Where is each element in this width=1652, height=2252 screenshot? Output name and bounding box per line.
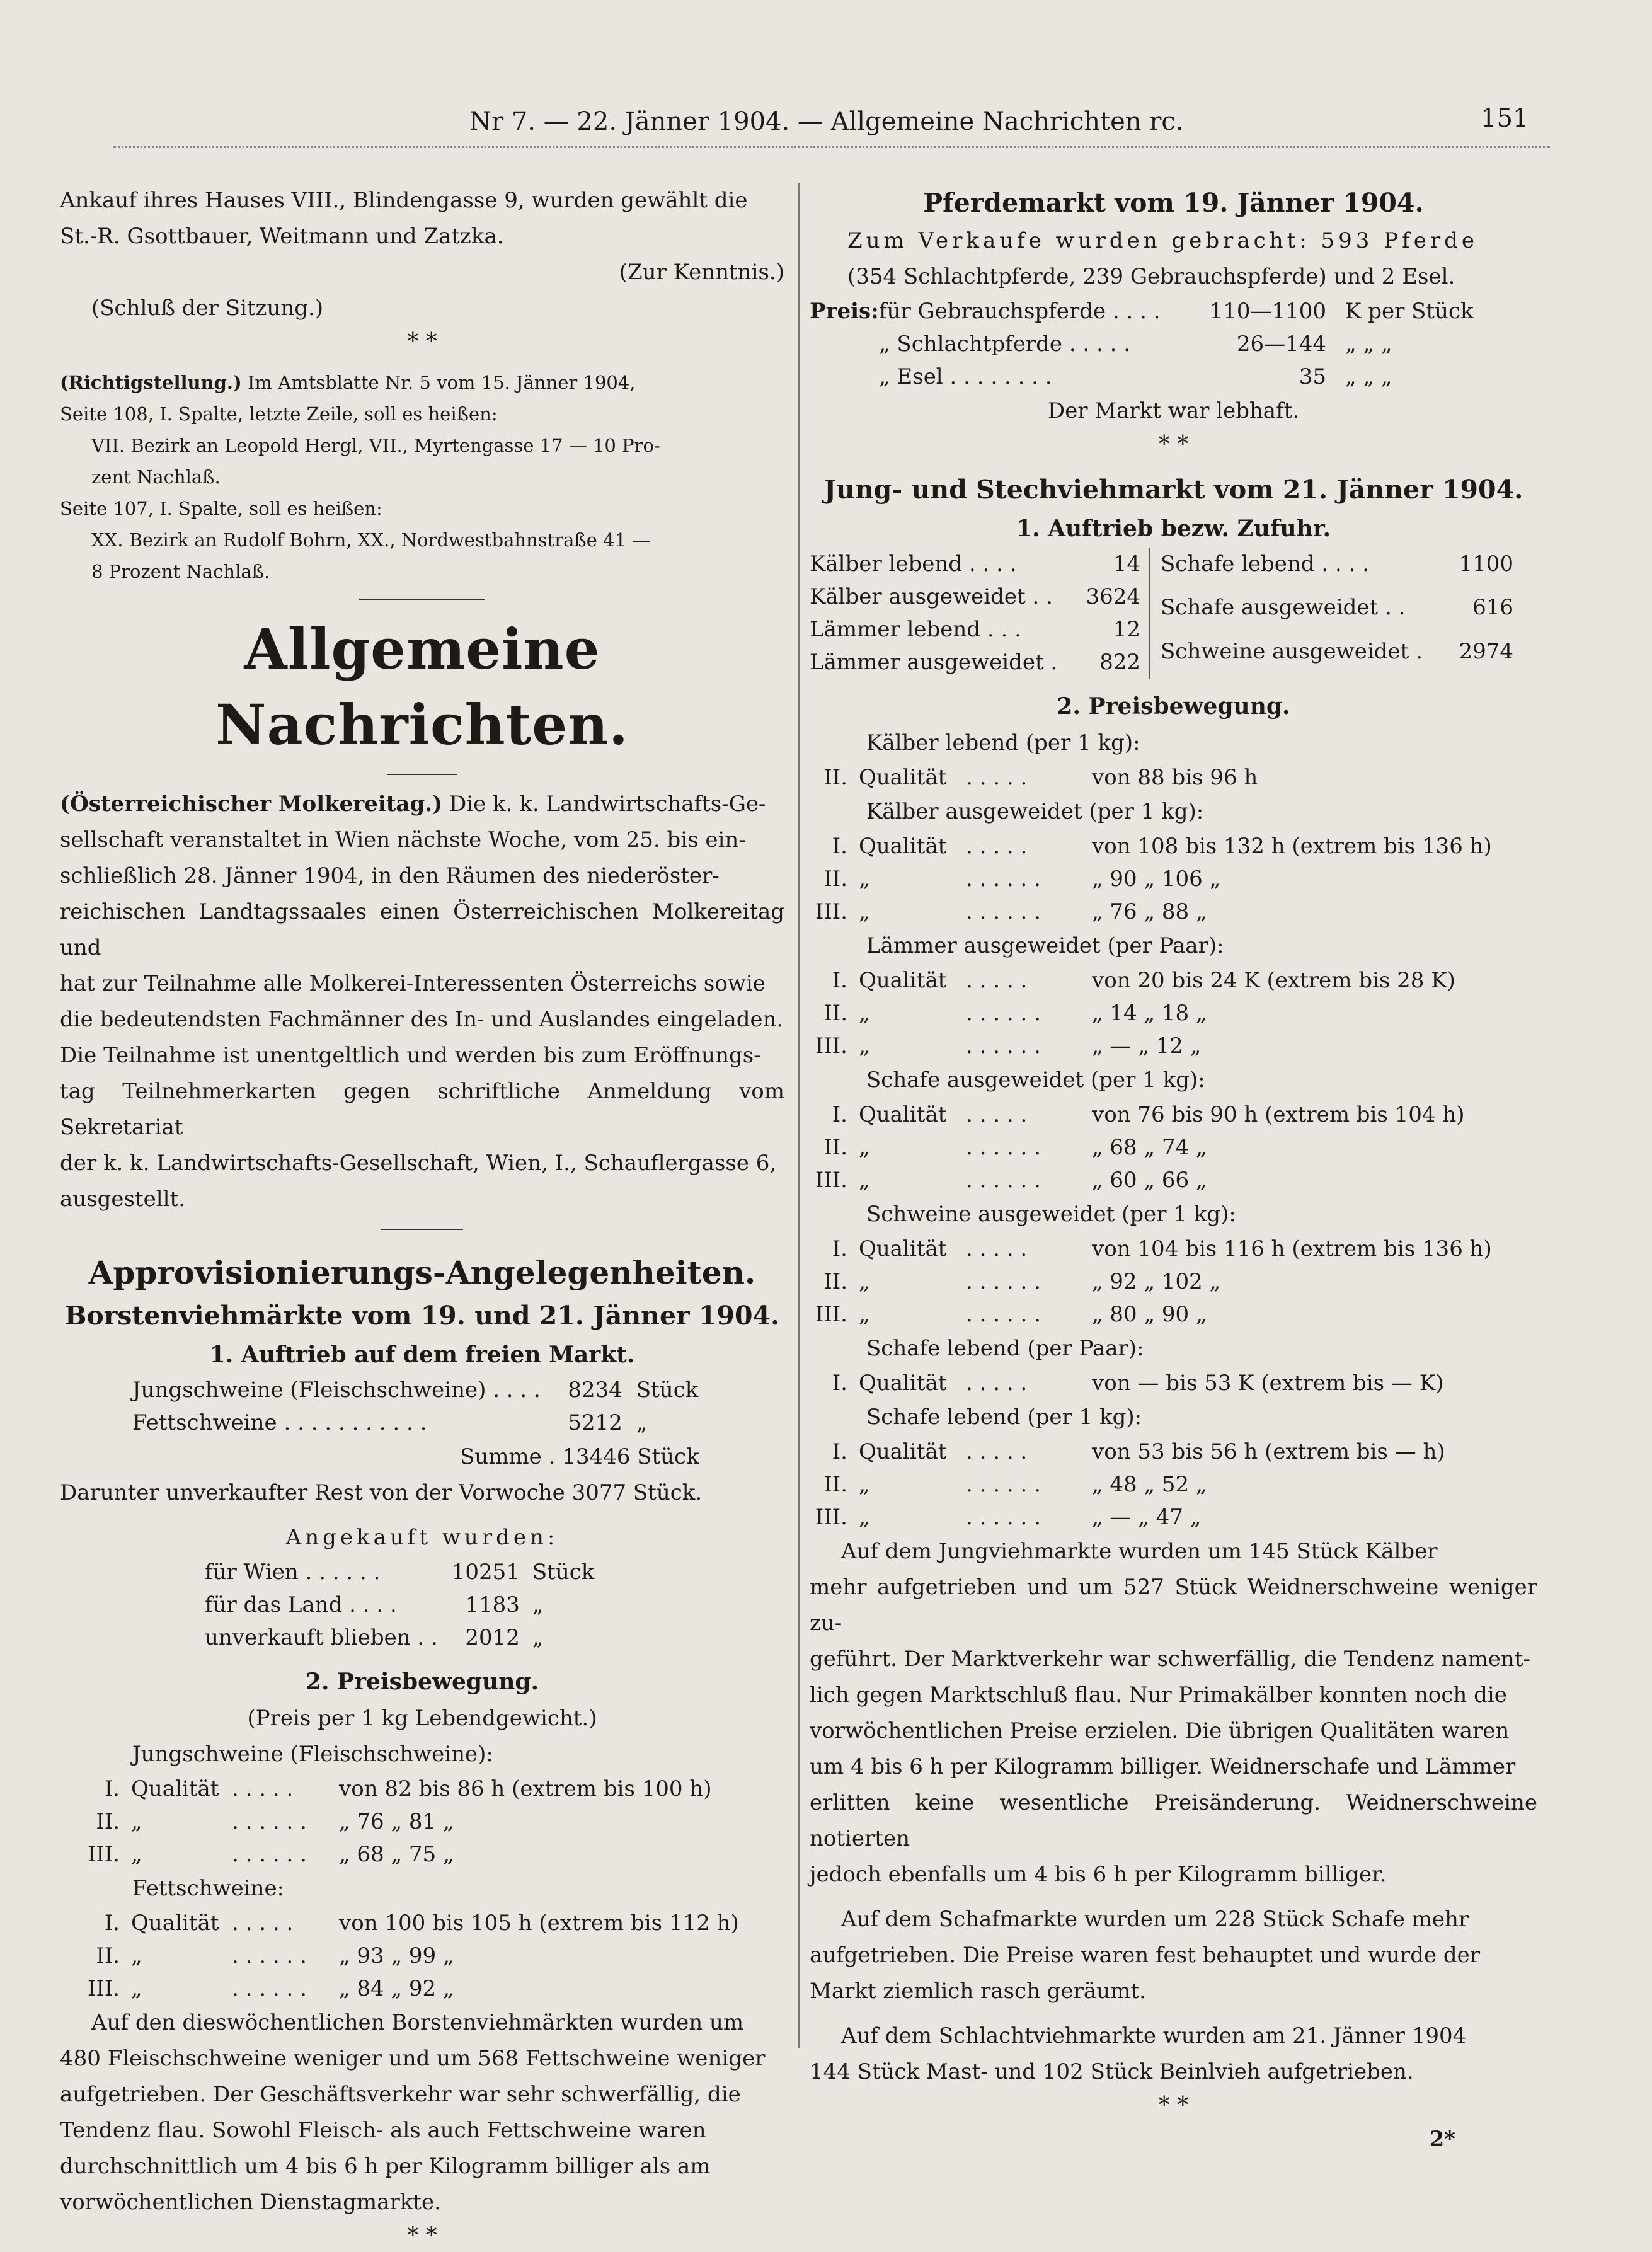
quality-label: „ [859,1505,870,1530]
auftrieb-left-table [810,548,1150,679]
quality-number: III. [815,1505,847,1530]
leader-dots: . . . . . [232,1776,294,1801]
molkerei-line: tag Teilnehmerkarten gegen schriftliche Anmeldung vom Sekretariat [60,1079,784,1140]
section-rule [387,774,457,775]
quality-label: Qualität [131,1776,219,1801]
separator-stars: * * [407,2223,437,2249]
correction-text: Seite 107, I. Spalte, soll es heißen: [60,498,382,519]
leader-dots: . . . . . . [966,1472,1041,1497]
quality-label: „ [131,1976,142,2001]
price-table [810,964,1455,1062]
correction-text: VII. Bezirk an Leopold Hergl, VII., Myrtengasse 17 — 10 Pro- [91,435,660,456]
table-row [810,1098,1465,1131]
page-number: 151 [1481,104,1529,133]
table-row [82,1939,739,1972]
table-row [205,1621,594,1654]
table-row [810,863,1492,895]
intro-line: Ankauf ihres Hauses VIII., Blindengasse 9, wurden gewählt die [60,188,748,213]
table-row [810,328,1474,360]
table-row [810,1232,1492,1265]
leader-dots: . . . . . . [966,1505,1041,1530]
leader-dots: . . . . . [232,1910,294,1936]
leader-dots: . . . . . . [232,1842,307,1867]
row-value: 10251 [451,1560,520,1585]
separator-stars: * * [1158,2093,1189,2118]
leader-dots: . . . . . . [966,1168,1041,1193]
price-range: von — bis 53 K (extrem bis — K) [1092,1370,1444,1396]
price-range: „ 84 „ 92 „ [339,1976,454,2001]
section-rule [359,599,485,600]
price-range: „ — „ 12 „ [1092,1033,1202,1059]
closing-line: Auf den dieswöchentlichen Borstenviehmärkten wurden um [91,2010,744,2035]
quality-label: „ [859,1033,870,1059]
molkerei-line: die bedeutendsten Fachmänner des In- und Auslandes eingeladen. [60,1007,784,1032]
row-unit: Stück [636,1377,699,1403]
leader-dots: . . . . . . [966,899,1041,924]
correction-text: XX. Bezirk an Rudolf Bohrn, XX., Nordwestbahnstraße 41 — [91,529,651,551]
price-range: von 108 bis 132 h (extrem bis 136 h) [1092,834,1492,859]
group-title: Fettschweine: [132,1876,285,1901]
pferde-title: Pferdemarkt vom 19. Jänner 1904. [923,188,1424,218]
leader-dots: . . . . . . [966,1269,1041,1294]
correction-text: 8 Prozent Nachlaß. [91,561,270,582]
row-label: Kälber lebend . . . . [810,551,1017,577]
quality-number: I. [104,1910,120,1936]
leader-dots: . . . . . . [966,1302,1041,1327]
separator-stars: * * [1158,432,1189,457]
row-unit: „ [532,1592,544,1617]
table-row [810,613,1150,646]
price-range: von 76 bis 90 h (extrem bis 104 h) [1092,1102,1465,1127]
table-row [810,295,1474,328]
column-divider [798,183,800,2048]
quality-number: I. [832,968,847,993]
correction-text: Im Amtsblatte Nr. 5 vom 15. Jänner 1904, [247,372,636,393]
row-label: Schafe lebend . . . . [1161,551,1370,577]
price-label: Preis: [810,299,879,324]
quality-label: Qualität [859,834,947,859]
auftrieb-block [810,548,1537,679]
report-line: mehr aufgetrieben und um 527 Stück Weidnerschweine weniger zu- [810,1575,1537,1636]
report-line: 144 Stück Mast- und 102 Stück Beinlvieh aufgetrieben. [810,2059,1414,2084]
report-line: geführt. Der Marktverkehr war schwerfällig, die Tendenz nament- [810,1646,1530,1672]
approv-title: Approvisionierungs-Angelegenheiten. [88,1254,756,1291]
closing-line: vorwöchentlichen Dienstagmarkte. [60,2190,441,2215]
report-line: Auf dem Schafmarkte wurden um 228 Stück Schafe mehr [841,1907,1469,1932]
preis-subtitle: (Preis per 1 kg Lebendgewicht.) [247,1706,597,1731]
correction-text: zent Nachlaß. [91,466,221,488]
quality-label: „ [859,1269,870,1294]
molkerei-line: hat zur Teilnahme alle Molkerei-Interessenten Österreichs sowie [60,971,766,996]
table-row [810,997,1455,1030]
borsten-title: Borstenviehmärkte vom 19. und 21. Jänner 1904. [64,1301,780,1331]
price-range: „ — „ 47 „ [1092,1505,1202,1530]
row-unit: K per Stück [1345,299,1474,324]
report-line: jedoch ebenfalls um 4 bis 6 h per Kilogramm billiger. [810,1862,1387,1887]
quality-label: Qualität [859,1236,947,1261]
table-row [1161,548,1513,591]
table-row [1161,591,1513,635]
preis-title: 2. Preisbewegung. [305,1669,539,1695]
report-line: um 4 bis 6 h per Kilogramm billiger. Weidnerschafe und Lämmer [810,1754,1516,1779]
row-value: 26—144 [1236,331,1326,357]
row-value: 1183 [465,1592,520,1617]
page-header: Nr 7. — 22. Jänner 1904. — Allgemeine Nachrichten rc. [469,107,1184,136]
table-row [810,360,1474,393]
table-row [810,830,1492,863]
auftrieb-title: 1. Auftrieb auf dem freien Markt. [209,1341,635,1368]
report-line: aufgetrieben. Die Preise waren fest behauptet und wurde der [810,1943,1481,1968]
left-column [60,183,784,2252]
closing-line: aufgetrieben. Der Geschäftsverkehr war sehr schwerfällig, die [60,2082,741,2107]
molkerei-line: schließlich 28. Jänner 1904, in den Räumen des niederöster- [60,863,720,888]
leader-dots: . . . . . [966,968,1028,993]
table-row [132,1374,698,1406]
price-range: „ 92 „ 102 „ [1092,1269,1221,1294]
row-label: Schafe ausgeweidet . . [1161,595,1406,621]
row-label: „ Schlachtpferde . . . . . [879,331,1131,357]
row-value: 3624 [1086,584,1140,609]
quality-label: Qualität [859,1370,947,1396]
quality-number: I. [832,1370,847,1396]
group-title: Schafe ausgeweidet (per 1 kg): [866,1067,1205,1093]
molkerei-line: sellschaft veranstaltet in Wien nächste Woche, vom 25. bis ein- [60,827,746,853]
quality-number: III. [815,1168,847,1193]
report-line: lich gegen Marktschluß flau. Nur Primakälber konnten noch die [810,1682,1507,1708]
group-title: Jungschweine (Fleischschweine): [132,1742,493,1767]
section-title: Allgemeine Nachrichten. [215,616,629,757]
row-unit: „ [636,1410,648,1435]
quality-number: II. [96,1943,120,1968]
price-range: „ 80 „ 90 „ [1092,1302,1207,1327]
row-label: unverkauft blieben . . [205,1625,438,1650]
row-unit: „ [532,1625,544,1650]
report-line: Markt ziemlich rasch geräumt. [810,1979,1146,2004]
leader-dots: . . . . . [966,1236,1028,1261]
quality-number: III. [815,899,847,924]
closing-line: durchschnittlich um 4 bis 6 h per Kilogramm billiger als am [60,2154,711,2179]
table-row [810,1367,1443,1399]
molkerei-line: reichischen Landtagssaales einen Österreichischen Molkereitag und [60,899,784,960]
price-table [810,830,1492,928]
row-value: 8234 [568,1377,622,1403]
quality-label: Qualität [859,968,947,993]
report-line: Auf dem Jungviehmarkte wurden um 145 Stück Kälber [841,1539,1438,1564]
table-row [810,1131,1465,1164]
row-value: 2974 [1459,638,1513,664]
group-title: Schafe lebend (per 1 kg): [866,1405,1142,1430]
price-range: „ 48 „ 52 „ [1092,1472,1207,1497]
right-column [810,183,1537,2157]
price-range: „ 68 „ 74 „ [1092,1135,1207,1160]
jungvieh-title: Jung- und Stechviehmarkt vom 21. Jänner 1904. [823,474,1523,505]
price-range: „ 14 „ 18 „ [1092,1001,1207,1026]
angekauft-table [205,1556,594,1654]
quality-label: „ [131,1943,142,1968]
sum-line: Summe . 13446 Stück [460,1444,699,1469]
row-value: 1100 [1459,551,1513,577]
row-label: Schweine ausgeweidet . [1161,638,1423,664]
group-title: Schafe lebend (per Paar): [866,1336,1144,1361]
table-row [82,1972,739,2005]
table-row [810,1468,1445,1501]
row-value: 822 [1099,650,1140,675]
price-range: von 104 bis 116 h (extrem bis 136 h) [1092,1236,1492,1261]
molkerei-line: ausgestellt. [60,1186,185,1212]
price-range: „ 90 „ 106 „ [1092,866,1221,892]
section-rule [381,1229,463,1230]
row-label: für Wien . . . . . . [205,1560,381,1585]
quality-label: „ [859,899,870,924]
header-rule [113,146,1550,148]
price-table [810,1367,1443,1399]
quality-label: „ [859,866,870,892]
quality-number: III. [87,1842,120,1867]
market-note: Der Markt war lebhaft. [1047,398,1300,423]
report-line: erlitten keine wesentliche Preisänderung. Weidnerschweine notierten [810,1790,1537,1851]
quality-number: II. [823,1472,847,1497]
price-table [810,761,1258,794]
quality-label: „ [859,1135,870,1160]
quality-number: II. [823,765,847,790]
price-range: „ 93 „ 99 „ [339,1943,454,1968]
table-row [810,548,1150,580]
price-table [82,1907,739,2005]
price-table [810,1098,1465,1197]
price-table [810,1435,1445,1534]
report-line: Auf dem Schlachtviehmarkte wurden am 21. Jänner 1904 [841,2023,1467,2048]
closing-line: Tendenz flau. Sowohl Fleisch- als auch Fettschweine waren [60,2118,706,2143]
leader-dots: . . . . . . [966,1135,1041,1160]
quality-number: I. [104,1776,120,1801]
correction-text: Seite 108, I. Spalte, letzte Zeile, soll es heißen: [60,403,498,425]
table-row [82,1907,739,1939]
quality-label: Qualität [859,1102,947,1127]
table-row [810,1435,1445,1468]
leader-dots: . . . . . . [232,1943,307,1968]
quality-label: „ [859,1302,870,1327]
table-row [82,1805,712,1838]
rest-line: Darunter unverkaufter Rest von der Vorwoche 3077 Stück. [60,1480,703,1505]
quality-label: „ [859,1168,870,1193]
group-title: Kälber lebend (per 1 kg): [866,730,1140,755]
table-row [810,1164,1465,1197]
quality-number: III. [815,1302,847,1327]
table-row [810,580,1150,613]
row-label: Kälber ausgeweidet . . [810,584,1053,609]
price-range: „ 68 „ 75 „ [339,1842,454,1867]
price-range: „ 76 „ 81 „ [339,1809,454,1834]
quality-number: II. [823,866,847,892]
quality-label: „ [859,1001,870,1026]
report-line: vorwöchentlichen Preise erzielen. Die übrigen Qualitäten waren [810,1718,1510,1744]
table-row [810,646,1150,679]
table-row [810,964,1455,997]
quality-label: Qualität [859,765,947,790]
row-label: Lämmer lebend . . . [810,617,1021,642]
row-value: 14 [1113,551,1140,577]
row-value: 110—1100 [1209,299,1326,324]
quality-label: Qualität [131,1910,219,1936]
table-row [810,1030,1455,1062]
table-row [205,1556,594,1588]
session-end: (Schluß der Sitzung.) [91,296,324,321]
quality-number: I. [832,834,847,859]
row-label: für Gebrauchspferde . . . . [879,299,1161,324]
auftrieb-title: 1. Auftrieb bezw. Zufuhr. [1016,515,1331,542]
row-label: Lämmer ausgeweidet . [810,650,1058,675]
row-label: Jungschweine (Fleischschweine) . . . . [132,1377,541,1403]
leader-dots: . . . . . [966,1370,1028,1396]
quality-number: I. [832,1439,847,1464]
closing-line: 480 Fleischschweine weniger und um 568 Fettschweine weniger [60,2046,766,2071]
quality-number: I. [832,1236,847,1261]
quality-label: Qualität [859,1439,947,1464]
leader-dots: . . . . . [966,1439,1028,1464]
table-row [1161,635,1513,679]
price-range: von 82 bis 86 h (extrem bis 100 h) [339,1776,712,1801]
table-row [82,1838,712,1871]
row-value: 5212 [568,1410,622,1435]
molkerei-line: der k. k. Landwirtschafts-Gesellschaft, Wien, I., Schauflergasse 6, [60,1151,777,1176]
quality-label: „ [131,1842,142,1867]
table-row [810,895,1492,928]
leader-dots: . . . . . . [232,1809,307,1834]
price-range: „ 60 „ 66 „ [1092,1168,1207,1193]
row-value: 12 [1113,617,1140,642]
price-range: von 100 bis 105 h (extrem bis 112 h) [339,1910,739,1936]
auftrieb-right-table [1161,548,1513,679]
intro-line: St.-R. Gsottbauer, Weitmann und Zatzka. [60,224,504,249]
auftrieb-table [132,1374,698,1439]
separator-stars: * * [407,329,437,355]
kenntnis-note: (Zur Kenntnis.) [619,260,784,285]
price-table [810,1232,1492,1331]
price-range: von 53 bis 56 h (extrem bis — h) [1092,1439,1445,1464]
table-row [810,1265,1492,1298]
leader-dots: . . . . . [966,834,1028,859]
quality-number: II. [823,1269,847,1294]
quality-number: III. [87,1976,120,2001]
molkerei-lead: (Österreichischer Molkereitag.) [60,791,443,817]
leader-dots: . . . . . . [232,1976,307,2001]
sheet-signature: 2* [1429,2127,1455,2152]
price-table [82,1772,712,1871]
quality-label: „ [859,1472,870,1497]
group-title: Schweine ausgeweidet (per 1 kg): [866,1202,1236,1227]
group-title: Lämmer ausgeweidet (per Paar): [866,933,1224,958]
price-range: „ 76 „ 88 „ [1092,899,1207,924]
table-row [810,1501,1445,1534]
row-label: Fettschweine . . . . . . . . . . . [132,1410,427,1435]
leader-dots: . . . . . . [966,866,1041,892]
quality-number: II. [823,1135,847,1160]
group-title: Kälber ausgeweidet (per 1 kg): [866,799,1204,824]
price-range: von 20 bis 24 K (extrem bis 28 K) [1092,968,1455,993]
quality-label: „ [131,1809,142,1834]
table-row [810,761,1258,794]
leader-dots: . . . . . . [966,1001,1041,1026]
quality-number: III. [815,1033,847,1059]
row-unit: Stück [532,1560,595,1585]
molkerei-line: Die k. k. Landwirtschafts-Ge- [449,791,766,817]
angekauft-title: Angekauft wurden: [285,1525,559,1550]
leader-dots: . . . . . [966,765,1028,790]
molkerei-line: Die Teilnahme ist unentgeltlich und werden bis zum Eröffnungs- [60,1043,761,1068]
row-value: 2012 [465,1625,520,1650]
row-label: „ Esel . . . . . . . . [879,364,1052,389]
leader-dots: . . . . . [966,1102,1028,1127]
row-label: für das Land . . . . [205,1592,397,1617]
price-range: von 88 bis 96 h [1092,765,1258,790]
quality-number: I. [832,1102,847,1127]
price-groups [810,725,1537,1534]
pferde-line: Zum Verkaufe wurden gebracht: 593 Pferde [847,228,1478,253]
quality-number: II. [823,1001,847,1026]
table-row [810,1298,1492,1331]
pferde-price-table [810,295,1474,393]
row-value: 35 [1299,364,1326,389]
table-row [205,1588,594,1621]
row-unit: „ „ „ [1345,331,1392,357]
correction-lead: (Richtigstellung.) [60,372,242,393]
quality-number: II. [96,1809,120,1834]
row-unit: „ „ „ [1345,364,1392,389]
table-row [132,1406,698,1439]
leader-dots: . . . . . . [966,1033,1041,1059]
row-value: 616 [1472,595,1513,621]
pferde-line: (354 Schlachtpferde, 239 Gebrauchspferde) und 2 Esel. [847,264,1455,289]
table-row [82,1772,712,1805]
preis-title: 2. Preisbewegung. [1057,693,1290,720]
